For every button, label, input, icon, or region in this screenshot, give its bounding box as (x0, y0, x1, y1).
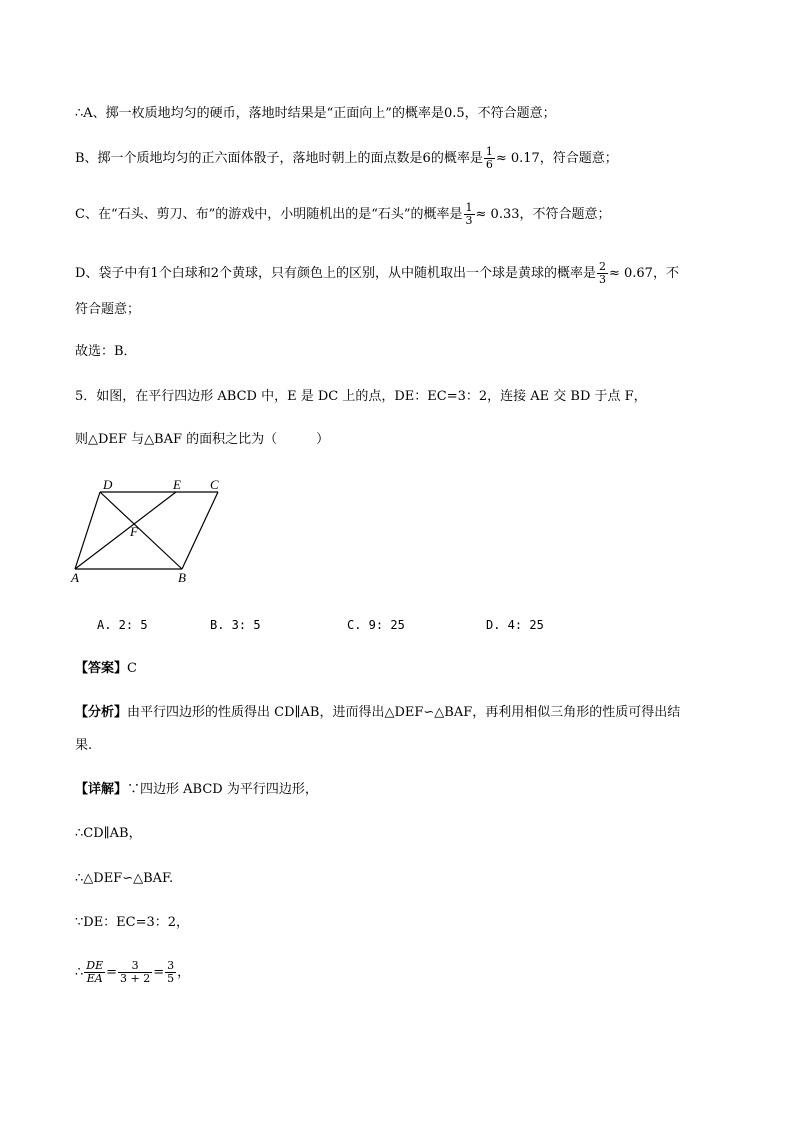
analysis-text: 由平行四边形的性质得出 CD∥AB，进而得出△DEF∽△BAF，再利用相似三角形的性质可得出结 (127, 705, 681, 720)
fraction-two-thirds (597, 261, 608, 286)
fraction-numerator: 3 (167, 959, 175, 972)
solution-line-b-text: B、掷一个质地均匀的正六面体骰子，落地时朝上的面点数是6的概率是 (75, 151, 483, 166)
edge-ad (75, 492, 100, 569)
diagonal-bd (100, 492, 182, 569)
fraction-numerator: 3 (118, 960, 152, 973)
detail-line-2: ∴CD∥AB， (75, 826, 142, 841)
solution-line-c-text: C、在“石头、剪刀、布”的游戏中，小明随机出的是“石头”的概率是 (75, 207, 463, 222)
fraction-denominator: 6 (485, 158, 493, 171)
analysis-line-continued: 果. (75, 738, 93, 753)
analysis-tag: 【分析】 (75, 705, 128, 720)
equals-sign: = (106, 965, 118, 980)
answer-tag: 【答案】 (75, 661, 128, 676)
fraction-denominator: 3 (465, 214, 473, 227)
solution-line-d-text: D、袋子中有1个白球和2个黄球，只有颜色上的区别，从中随机取出一个球是黄球的概率是 (75, 266, 596, 281)
detail-line-5-end: ， (177, 965, 191, 980)
fraction-denominator: 5 (167, 972, 175, 985)
fraction-numerator: 1 (485, 145, 493, 158)
fraction-denominator: 3 + 2 (120, 972, 151, 985)
fraction-3-over-5 (165, 960, 176, 985)
label-a: A (71, 570, 79, 585)
question-line-2: 则△DEF 与△BAF 的面积之比为（ ） (75, 432, 330, 447)
fraction-numerator: DE (86, 959, 104, 972)
fraction-numerator: 1 (465, 201, 473, 214)
fraction-numerator: 2 (598, 260, 606, 273)
question-line-1: 5．如图，在平行四边形 ABCD 中，E 是 DC 上的点，DE：EC=3：2，连接 AE 交 BD 于点 F， (75, 389, 647, 404)
analysis-line (75, 705, 680, 721)
therefore-symbol: ∴ (75, 965, 84, 980)
fraction-de-over-ea (84, 960, 105, 985)
fraction-denominator: EA (86, 972, 103, 985)
solution-line-c (75, 202, 611, 227)
option-a: A. 2: 5 (97, 618, 148, 632)
solution-line-b (75, 146, 618, 171)
label-f: F (130, 524, 138, 539)
solution-line-b-result: ≈ 0.17，符合题意； (495, 151, 618, 166)
fraction-one-sixth (484, 146, 495, 171)
label-b: B (178, 570, 186, 585)
fraction-denominator: 3 (598, 273, 606, 286)
label-c: C (210, 477, 219, 492)
fraction-one-third (464, 202, 475, 227)
parallelogram-figure (65, 474, 235, 586)
equals-sign: = (153, 965, 165, 980)
solution-line-c-result: ≈ 0.33，不符合题意； (475, 207, 611, 222)
detail-line-5 (75, 960, 190, 985)
solution-line-d-result: ≈ 0.67，不 (608, 266, 679, 281)
detail-tag: 【详解】 (75, 782, 128, 797)
label-e: E (173, 477, 181, 492)
solution-line-d-continued: 符合题意； (75, 302, 141, 317)
detail-text-1: ∵四边形 ABCD 为平行四边形， (127, 782, 318, 797)
detail-line-3: ∴△DEF∽△BAF. (75, 871, 174, 886)
answer-value: C (127, 661, 137, 676)
fraction-3-over-3-plus-2 (118, 960, 152, 985)
option-b: B. 3: 5 (210, 618, 261, 632)
answer-line (75, 661, 137, 677)
label-d: D (103, 477, 113, 492)
edge-bc (182, 492, 218, 569)
segment-ae (75, 492, 176, 569)
option-d: D. 4: 25 (486, 618, 544, 632)
detail-line-1 (75, 782, 318, 798)
solution-line-a: ∴A、掷一枚质地均匀的硬币，落地时结果是“正面向上”的概率是0.5，不符合题意； (75, 106, 556, 121)
option-c: C. 9: 25 (347, 618, 405, 632)
solution-line-d (75, 261, 679, 286)
detail-line-4: ∵DE：EC=3：2， (75, 915, 190, 930)
choice-conclusion: 故选：B． (75, 344, 137, 359)
